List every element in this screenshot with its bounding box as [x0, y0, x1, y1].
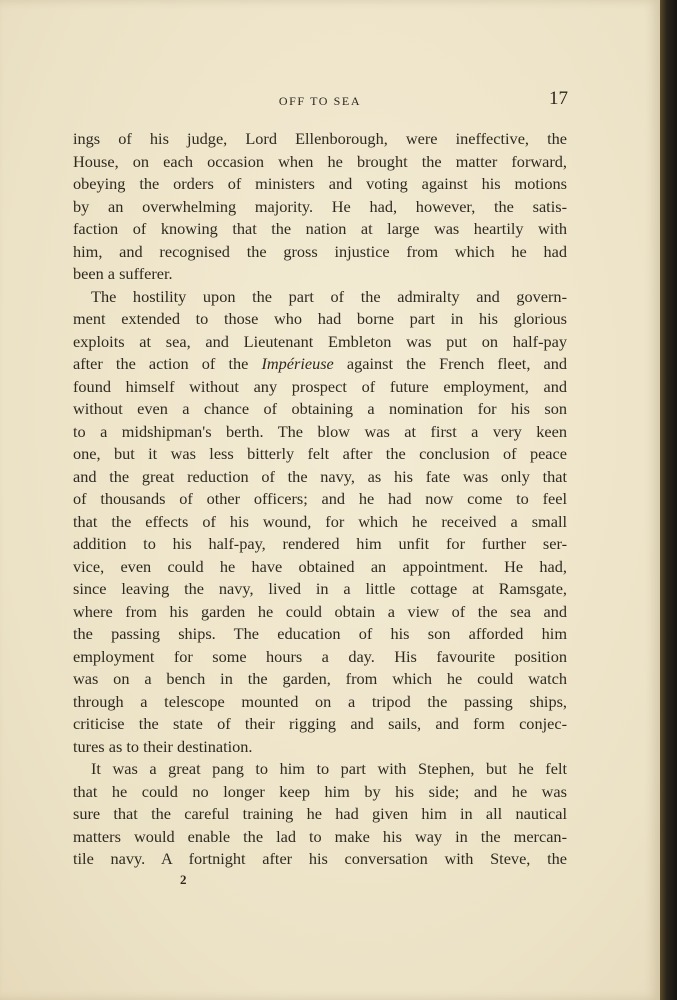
text-line: addition to his half-pay, rendered him unfit for further ser-: [73, 534, 567, 553]
text-line: the passing ships. The education of his son afforded him: [73, 624, 567, 643]
text-line: employment for some hours a day. His favourite position: [73, 646, 567, 666]
text-line: matters would enable the lad to make his way in the mercan-: [73, 826, 567, 846]
page-number: 17: [549, 88, 568, 109]
text-line: that he could no longer keep him by his side; and he was: [73, 781, 567, 801]
running-title: OFF TO SEA: [278, 94, 362, 108]
ship-name: Impérieuse: [261, 354, 334, 373]
text-line: through a telescope mounted on a tripod the passing ships,: [73, 691, 567, 711]
text-line: ings of his judge, Lord Ellenborough, were ineffective, the: [73, 129, 567, 148]
text-line: was on a bench in the garden, from which he could watch: [73, 669, 567, 688]
text-line: by an overwhelming majority. He had, however, the satis-: [73, 196, 567, 216]
signature-mark: 2: [180, 872, 187, 887]
text-line: of thousands of other officers; and he had now come to feel: [73, 489, 567, 508]
text-line: him, and recognised the gross injustice from which he had: [73, 241, 567, 261]
book-spine-edge: [660, 0, 677, 1000]
text-line: and the great reduction of the navy, as his fate was only that: [73, 466, 567, 486]
text-line: House, on each occasion when he brought the matter forward,: [73, 151, 567, 171]
page-header: [72, 88, 568, 114]
text-line: faction of knowing that the nation at large was heartily with: [73, 219, 567, 238]
text-line: that the effects of his wound, for which he received a small: [73, 511, 567, 531]
text-line: It was a great pang to him to part with Stephen, but he felt: [91, 759, 567, 778]
text-line: exploits at sea, and Lieutenant Embleton was put on half-pay: [73, 331, 567, 351]
text-line: without even a chance of obtaining a nomination for his son: [73, 399, 567, 418]
body-text: [73, 128, 567, 871]
text-line: after the action of the Impérieuse against the French fleet, and: [73, 354, 567, 373]
text-line: since leaving the navy, lived in a little cottage at Ramsgate,: [73, 579, 567, 598]
text-line: been a sufferer.: [73, 264, 173, 283]
text-line: sure that the careful training he had given him in all nautical: [73, 804, 567, 823]
text-line: The hostility upon the part of the admiralty and govern-: [91, 286, 567, 306]
text-line: obeying the orders of ministers and voting against his motions: [73, 174, 567, 193]
text-line: found himself without any prospect of future employment, and: [73, 376, 567, 396]
text-line: ment extended to those who had borne part in his glorious: [73, 309, 567, 328]
text-line: to a midshipman's berth. The blow was at first a very keen: [73, 421, 567, 441]
text-line: tures as to their destination.: [73, 736, 253, 756]
text-line: vice, even could he have obtained an appointment. He had,: [73, 556, 567, 576]
text-line: one, but it was less bitterly felt after the conclusion of peace: [73, 444, 567, 463]
text-line: where from his garden he could obtain a view of the sea and: [73, 601, 567, 621]
text-line: criticise the state of their rigging and sails, and form conjec-: [73, 714, 567, 733]
text-line: tile navy. A fortnight after his conversation with Steve, the: [73, 849, 567, 868]
